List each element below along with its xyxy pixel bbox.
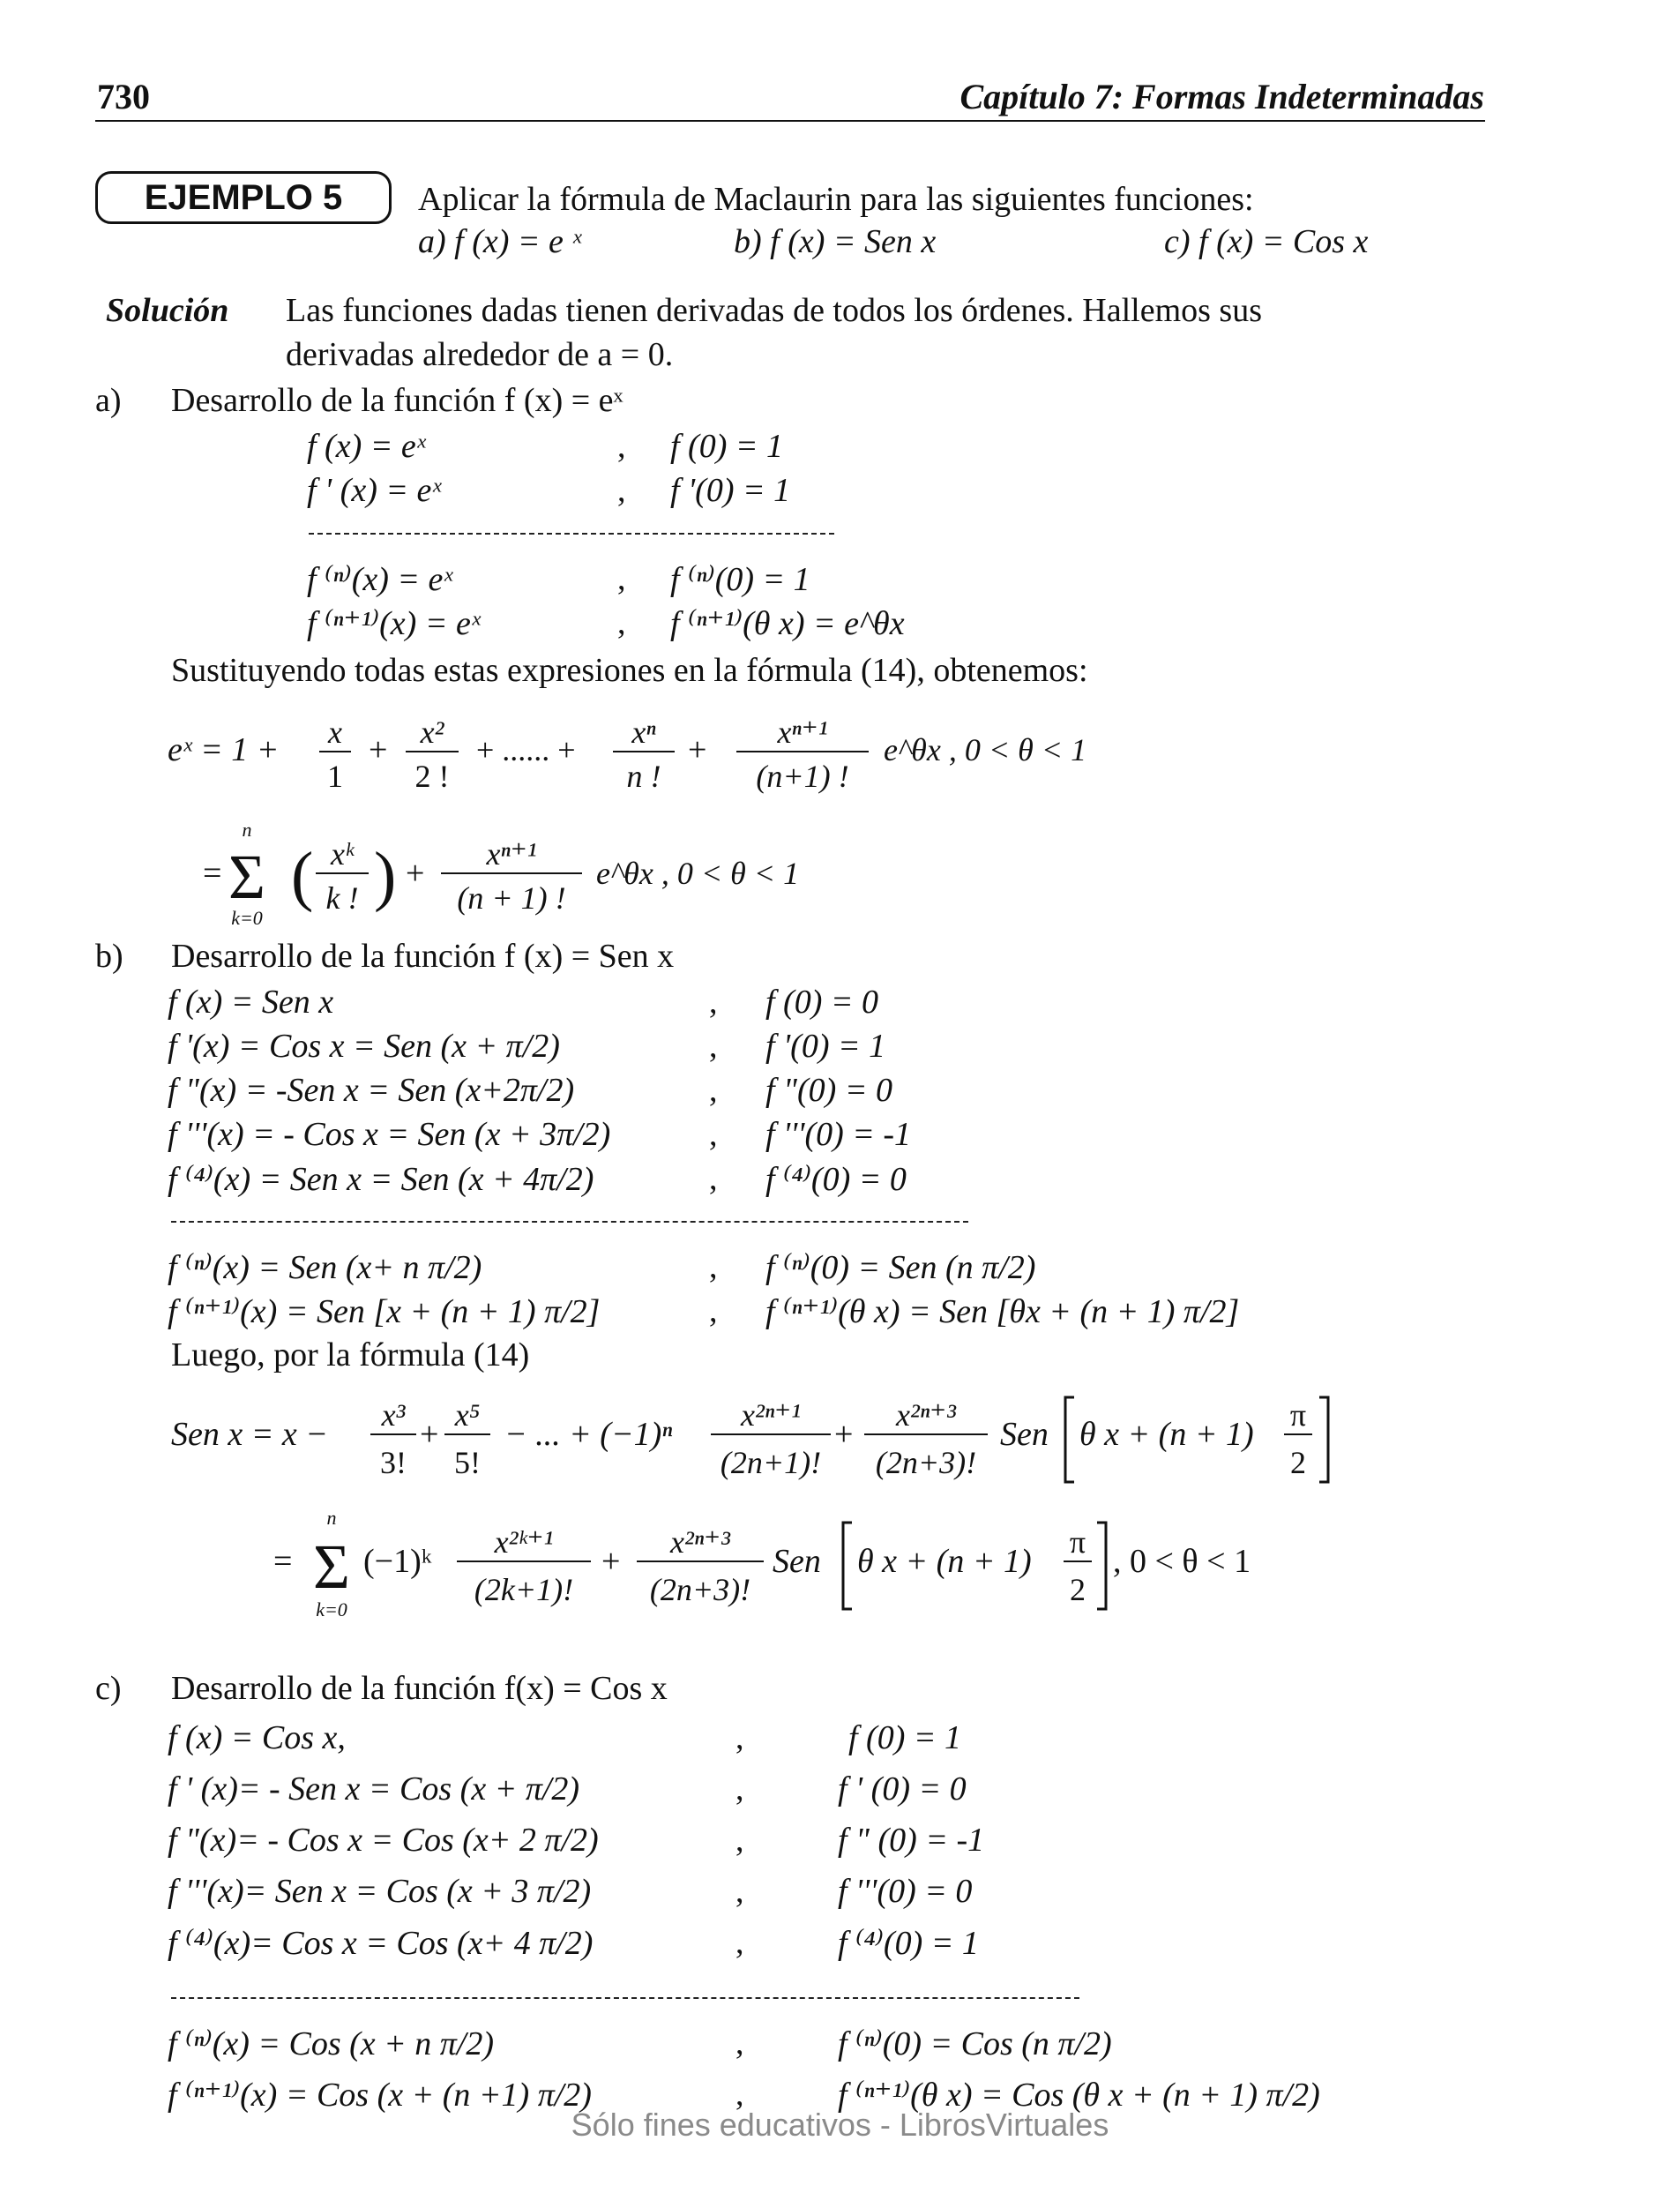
part-b-row-2-sep: , — [709, 1028, 718, 1065]
part-a-row-4-left: f ⁽ⁿ⁺¹⁾(x) = eˣ — [307, 605, 481, 642]
example-part-a: a) f (x) = e ˣ — [418, 223, 582, 260]
part-b-dashed-rule — [171, 1221, 968, 1223]
frac-num: xⁿ⁺¹ — [777, 715, 828, 750]
frac-num: π — [1069, 1524, 1086, 1560]
frac-num: x — [328, 715, 342, 750]
part-c-title: Desarrollo de la función f(x) = Cos x — [171, 1670, 668, 1707]
part-b-row-4-sep: , — [709, 1116, 718, 1153]
formula-mid: − ... + (−1)ⁿ — [504, 1416, 673, 1453]
formula-lhs: eˣ = 1 + — [168, 731, 280, 768]
frac-den: 3! — [380, 1445, 407, 1480]
part-a-marker: a) — [95, 382, 122, 419]
plus-sign: + — [406, 855, 425, 892]
equals-sign: = — [273, 1543, 293, 1580]
sum-lower-limit: k=0 — [231, 907, 263, 929]
part-a-row-2-sep: , — [617, 472, 626, 509]
part-a-row-1-sep: , — [617, 428, 626, 465]
sum-upper-limit: n — [242, 819, 252, 841]
equals-sign: = — [203, 855, 222, 892]
plus-sign: + — [369, 731, 388, 768]
formula-dots: + ...... + — [476, 732, 576, 767]
frac-den: n ! — [626, 759, 661, 794]
paren-left: ( — [291, 839, 314, 913]
sigma-icon: Σ — [313, 1531, 350, 1602]
page-number: 730 — [97, 77, 150, 116]
frac-den: (2n+1)! — [720, 1445, 822, 1480]
part-a-row-4-sep: , — [617, 604, 626, 641]
part-c-row-5-right: f ⁽⁴⁾(0) = 1 — [838, 1925, 979, 1962]
part-c-row-5-left: f ⁽⁴⁾(x)= Cos x = Cos (x+ 4 π/2) — [168, 1925, 594, 1962]
formula-tail: e^θx , 0 < θ < 1 — [596, 856, 800, 891]
part-b-row-3-right: f "(0) = 0 — [765, 1072, 892, 1109]
part-b-row-7-right: f ⁽ⁿ⁺¹⁾(θ x) = Sen [θx + (n + 1) π/2] — [765, 1293, 1240, 1330]
frac-num: xⁿ — [631, 715, 656, 750]
formula-tail: , 0 < θ < 1 — [1113, 1543, 1251, 1580]
part-c-row-4-left: f '''(x)= Sen x = Cos (x + 3 π/2) — [168, 1873, 592, 1910]
example-statement: Aplicar la fórmula de Maclaurin para las siguientes funciones: — [418, 181, 1254, 218]
part-b-row-1-left: f (x) = Sen x — [168, 984, 334, 1021]
part-b-title: Desarrollo de la función f (x) = Sen x — [171, 938, 675, 975]
part-c-marker: c) — [95, 1670, 122, 1707]
part-b-row-2-right: f '(0) = 1 — [765, 1028, 886, 1065]
solution-label: Solución — [106, 292, 229, 329]
example-part-b: b) f (x) = Sen x — [734, 223, 937, 260]
frac-num: π — [1289, 1397, 1307, 1433]
part-c-row-7-left: f ⁽ⁿ⁺¹⁾(x) = Cos (x + (n +1) π/2) — [168, 2077, 592, 2114]
part-a-title: Desarrollo de la función f (x) = eˣ — [171, 382, 623, 419]
formula-tail: e^θx , 0 < θ < 1 — [884, 732, 1087, 767]
chapter-title: Capítulo 7: Formas Indeterminadas — [959, 77, 1484, 116]
part-c-row-5-sep: , — [735, 1924, 744, 1961]
plus-sign: + — [834, 1416, 854, 1453]
part-c-row-6-sep: , — [735, 2025, 744, 2062]
part-b-row-3-sep: , — [709, 1072, 718, 1109]
part-b-formula-1 — [171, 1387, 1362, 1493]
part-c-row-2-right: f ' (0) = 0 — [838, 1770, 967, 1808]
part-b-row-6-left: f ⁽ⁿ⁾(x) = Sen (x+ n π/2) — [168, 1249, 482, 1286]
part-b-row-5-sep: , — [709, 1160, 718, 1197]
part-b-row-3-left: f "(x) = -Sen x = Sen (x+2π/2) — [168, 1072, 575, 1109]
frac-den: (2k+1)! — [474, 1572, 574, 1607]
frac-num: xᵏ — [330, 836, 355, 872]
sum-lower-limit: k=0 — [316, 1598, 347, 1620]
formula-lhs: Sen x = x − — [171, 1416, 328, 1453]
part-c-row-7-right: f ⁽ⁿ⁺¹⁾(θ x) = Cos (θ x + (n + 1) π/2) — [838, 2077, 1320, 2114]
part-b-marker: b) — [95, 938, 123, 975]
example-part-c: c) f (x) = Cos x — [1164, 223, 1369, 260]
frac-den: (2n+3)! — [875, 1445, 977, 1480]
part-c-row-4-sep: , — [735, 1873, 744, 1910]
part-c-row-3-sep: , — [735, 1822, 744, 1859]
solution-line-2: derivadas alrededor de a = 0. — [286, 336, 674, 373]
part-a-row-2-left: f ' (x) = eˣ — [307, 472, 442, 509]
part-c-row-1-sep: , — [735, 1719, 744, 1756]
frac-den: 2 — [1290, 1445, 1306, 1480]
part-a-row-1-right: f (0) = 1 — [670, 428, 784, 465]
bracket-content: θ x + (n + 1) — [857, 1543, 1032, 1580]
part-a-row-2-right: f '(0) = 1 — [670, 472, 791, 509]
part-c-row-2-left: f ' (x)= - Sen x = Cos (x + π/2) — [168, 1770, 580, 1808]
formula-sign: (−1)ᵏ — [363, 1543, 432, 1580]
part-b-formula-2 — [273, 1508, 1296, 1632]
part-a-row-4-right: f ⁽ⁿ⁺¹⁾(θ x) = e^θx — [670, 605, 905, 642]
paren-right: ) — [374, 839, 397, 913]
frac-den: (n + 1) ! — [457, 880, 566, 916]
part-b-row-5-right: f ⁽⁴⁾(0) = 0 — [765, 1161, 907, 1198]
frac-num: x³ — [381, 1397, 406, 1433]
part-b-row-1-sep: , — [709, 984, 718, 1021]
part-a-row-3-sep: , — [617, 560, 626, 597]
watermark: Sólo fines educativos - LibrosVirtuales — [571, 2107, 1109, 2143]
frac-num: x²ⁿ⁺¹ — [741, 1397, 801, 1433]
part-b-luego: Luego, por la fórmula (14) — [171, 1336, 530, 1373]
part-a-row-1-left: f (x) = eˣ — [307, 428, 426, 465]
part-b-row-4-right: f '''(0) = -1 — [765, 1116, 912, 1153]
part-b-row-6-right: f ⁽ⁿ⁾(0) = Sen (n π/2) — [765, 1249, 1036, 1286]
part-c-row-4-right: f '''(0) = 0 — [838, 1873, 973, 1910]
part-a-formula-2 — [203, 820, 926, 944]
frac-num: x⁵ — [454, 1397, 481, 1433]
frac-den: k ! — [325, 880, 359, 916]
part-b-row-7-sep: , — [709, 1292, 718, 1329]
part-c-dashed-rule — [171, 1997, 1079, 1999]
plus-sign: + — [601, 1543, 621, 1580]
frac-num: x²ⁿ⁺³ — [896, 1397, 956, 1433]
part-c-row-6-left: f ⁽ⁿ⁾(x) = Cos (x + n π/2) — [168, 2025, 495, 2062]
part-b-row-2-left: f '(x) = Cos x = Sen (x + π/2) — [168, 1028, 560, 1065]
part-a-substitution: Sustituyendo todas estas expresiones en la fórmula (14), obtenemos: — [171, 652, 1088, 689]
part-c-row-1-left: f (x) = Cos x, — [168, 1719, 346, 1756]
bracket-left — [1065, 1397, 1074, 1482]
bracket-right — [1097, 1523, 1106, 1609]
part-b-row-1-right: f (0) = 0 — [765, 984, 879, 1021]
frac-num: xⁿ⁺¹ — [486, 836, 537, 872]
sigma-icon: Σ — [228, 842, 265, 912]
part-b-row-5-left: f ⁽⁴⁾(x) = Sen x = Sen (x + 4π/2) — [168, 1161, 594, 1198]
part-a-row-3-left: f ⁽ⁿ⁾(x) = eˣ — [307, 561, 453, 598]
plus-sign: + — [688, 731, 707, 768]
part-c-row-3-right: f " (0) = -1 — [838, 1822, 985, 1859]
bracket-content: θ x + (n + 1) — [1079, 1416, 1254, 1453]
bracket-right — [1319, 1397, 1328, 1482]
frac-num: x² — [420, 715, 444, 750]
part-c-row-7-sep: , — [735, 2076, 744, 2113]
part-b-row-6-sep: , — [709, 1248, 718, 1285]
part-a-formula-1 — [168, 706, 1173, 803]
plus-sign: + — [420, 1416, 439, 1453]
sum-upper-limit: n — [326, 1507, 337, 1529]
part-c-row-1-right: f (0) = 1 — [848, 1719, 962, 1756]
frac-den: 5! — [454, 1445, 481, 1480]
part-b-row-4-left: f '''(x) = - Cos x = Sen (x + 3π/2) — [168, 1116, 611, 1153]
frac-num: x²ⁿ⁺³ — [670, 1524, 730, 1560]
sen-label: Sen — [773, 1543, 821, 1580]
part-c-row-2-sep: , — [735, 1770, 744, 1808]
part-a-row-3-right: f ⁽ⁿ⁾(0) = 1 — [670, 561, 810, 598]
bracket-left — [843, 1523, 852, 1609]
part-b-row-7-left: f ⁽ⁿ⁺¹⁾(x) = Sen [x + (n + 1) π/2] — [168, 1293, 601, 1330]
frac-den: 2 — [1070, 1572, 1086, 1607]
part-a-dashed-rule — [309, 533, 834, 535]
frac-den: 1 — [327, 759, 343, 794]
sen-label: Sen — [1000, 1416, 1049, 1453]
example-label: EJEMPLO 5 — [95, 171, 392, 224]
header-rule — [95, 120, 1485, 122]
frac-den: (n+1) ! — [756, 759, 849, 794]
frac-num: x²ᵏ⁺¹ — [494, 1524, 554, 1560]
frac-den: 2 ! — [414, 759, 450, 794]
solution-line-1: Las funciones dadas tienen derivadas de todos los órdenes. Hallemos sus — [286, 292, 1263, 329]
frac-den: (2n+3)! — [649, 1572, 751, 1607]
part-c-row-3-left: f "(x)= - Cos x = Cos (x+ 2 π/2) — [168, 1822, 599, 1859]
part-c-row-6-right: f ⁽ⁿ⁾(0) = Cos (n π/2) — [838, 2025, 1112, 2062]
